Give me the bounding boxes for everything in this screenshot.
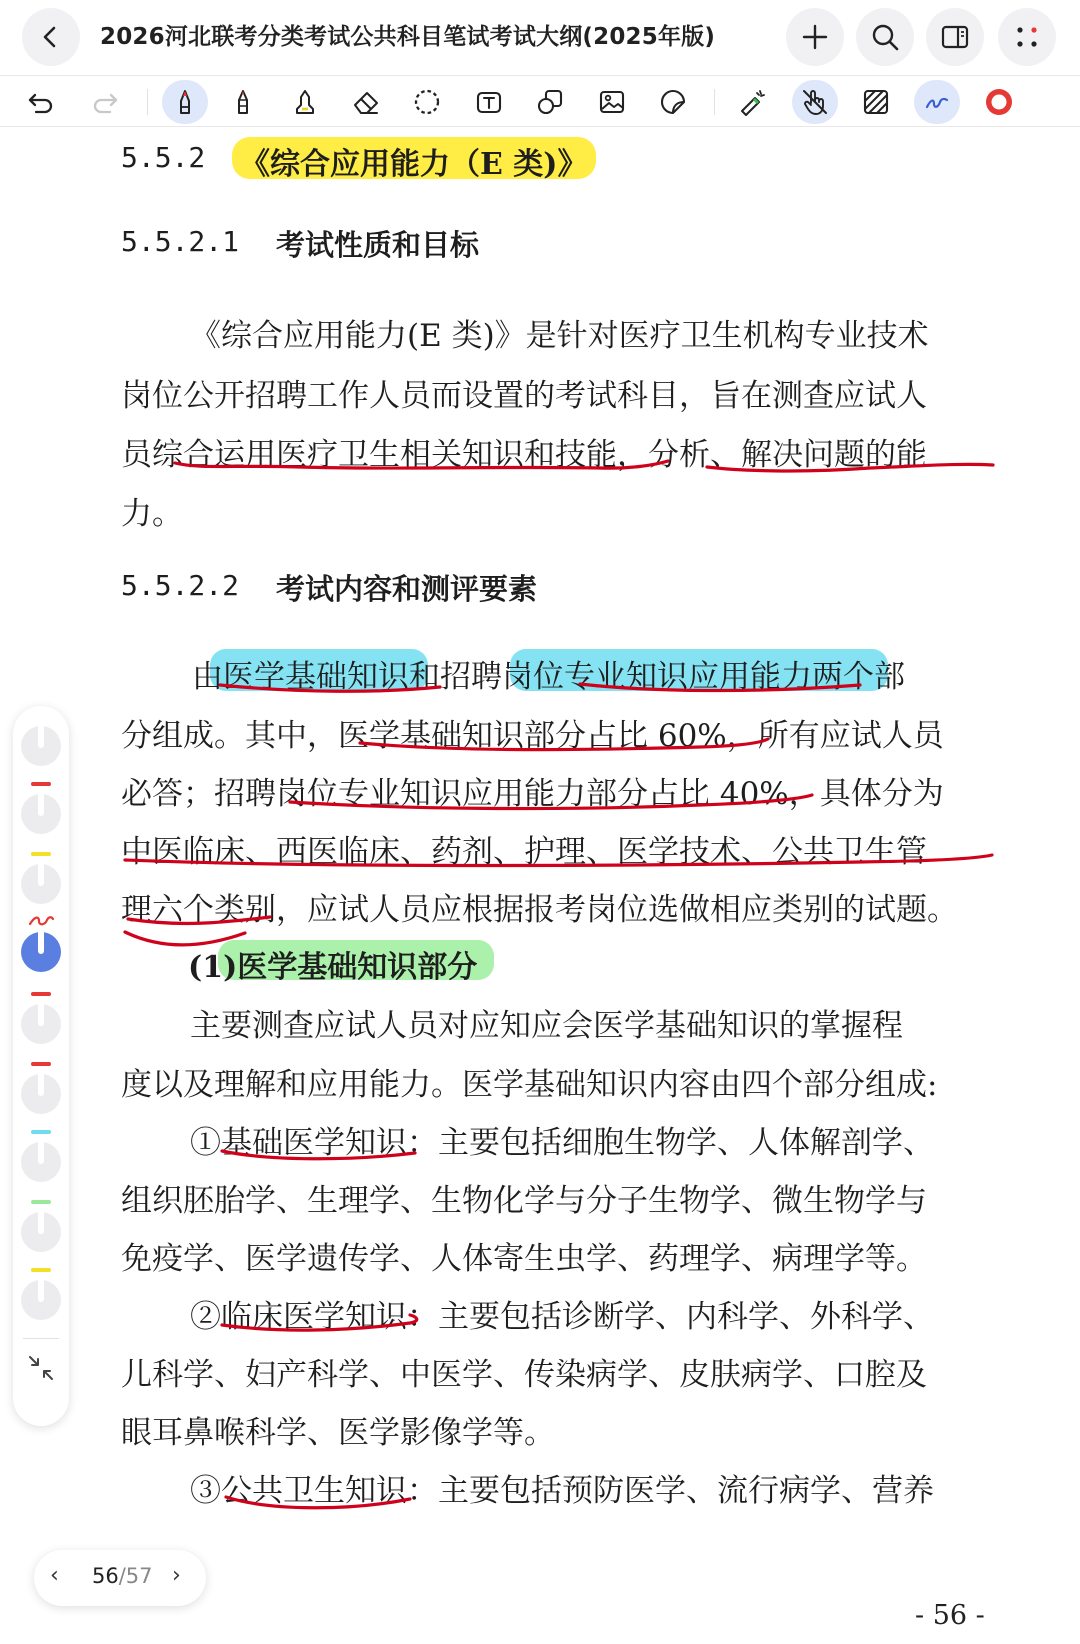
paragraph-line: 员综合运用医疗卫生相关知识和技能，分析、解决问题的能: [121, 437, 927, 473]
pencil-tool[interactable]: [220, 80, 266, 124]
paragraph-line: 必答；招聘岗位专业知识应用能力部分占比 40%，具体分为: [121, 776, 944, 812]
section-title: 《综合应用能力（E 类)》: [240, 147, 588, 182]
redo-icon: [90, 87, 120, 117]
paragraph-line: 岗位公开招聘工作人员而设置的考试科目，旨在测查应试人: [121, 378, 927, 414]
document-page: [0, 127, 1080, 1644]
search-icon: [870, 22, 900, 52]
paragraph-line: 分组成。其中，医学基础知识部分占比 60%，所有应试人员: [121, 718, 944, 754]
plus-icon: [800, 22, 830, 52]
paragraph-line: 免疫学、医学遗传学、人体寄生虫学、药理学、病理学等。: [121, 1241, 927, 1277]
texture-tool[interactable]: [853, 80, 899, 124]
laser-pointer-tool[interactable]: [730, 80, 776, 124]
hand-touch-icon: [800, 87, 830, 117]
palette-divider: [23, 1338, 59, 1339]
pen-preset-red[interactable]: [21, 782, 61, 838]
subheading: (1)医学基础知识部分: [188, 950, 478, 985]
pen-preset-red-active[interactable]: [21, 920, 61, 976]
pen-preset-white[interactable]: [21, 714, 61, 770]
lasso-tool[interactable]: [404, 80, 450, 124]
paragraph-line: 中医临床、西医临床、药剂、护理、医学技术、公共卫生管: [121, 834, 927, 870]
paragraph-line: ①基础医学知识：主要包括细胞生物学、人体解剖学、: [190, 1125, 934, 1161]
more-dots-icon: [1012, 22, 1042, 52]
split-view-icon: [940, 22, 970, 52]
page-footer-number: - 56 -: [915, 1600, 985, 1631]
highlighter-tool[interactable]: [282, 80, 328, 124]
eraser-tool[interactable]: [343, 80, 389, 124]
pen-preset-green[interactable]: [21, 1200, 61, 1256]
paragraph-line: ③公共卫生知识：主要包括预防医学、流行病学、营养: [190, 1473, 934, 1509]
pencil-icon: [228, 87, 258, 117]
image-icon: [597, 87, 627, 117]
section-number: 5.5.2: [121, 141, 206, 174]
pen-preset-yellow[interactable]: [21, 1268, 61, 1324]
paragraph-line: 眼耳鼻喉科学、医学影像学等。: [121, 1415, 555, 1451]
stroke-style-tool[interactable]: [914, 80, 960, 124]
paragraph-line: 度以及理解和应用能力。医学基础知识内容由四个部分组成:: [121, 1067, 938, 1103]
paragraph-line: 儿科学、妇产科学、中医学、传染病学、皮肤病学、口腔及: [121, 1357, 927, 1393]
page-navigator: [34, 1550, 206, 1606]
heading-title: 考试内容和测评要素: [276, 572, 538, 606]
paragraph-line: 组织胚胎学、生理学、生物化学与分子生物学、微生物学与: [121, 1183, 927, 1219]
text-box-icon: [474, 87, 504, 117]
image-tool[interactable]: [589, 80, 635, 124]
heading-number: 5.5.2.1: [121, 225, 240, 258]
collapse-arrows-icon: [25, 1352, 57, 1384]
pen-palette: [13, 706, 69, 1426]
eraser-icon: [351, 87, 381, 117]
pen-preset-yellow[interactable]: [21, 852, 61, 908]
next-page-button[interactable]: ›: [172, 1563, 181, 1588]
toolbar-divider: [147, 89, 148, 115]
current-page: 56: [92, 1564, 119, 1588]
paragraph-line: 主要测查应试人员对应知应会医学基础知识的掌握程: [190, 1008, 903, 1044]
top-bar: [0, 0, 1080, 75]
undo-icon: [26, 87, 56, 117]
record-icon: [984, 87, 1014, 117]
sticker-tool[interactable]: [650, 80, 696, 124]
previous-page-button[interactable]: ‹: [50, 1563, 59, 1588]
paragraph-line: 《综合应用能力(E 类)》是针对医疗卫生机构专业技术: [190, 318, 929, 354]
paragraph-line: 理六个类别，应试人员应根据报考岗位选做相应类别的试题。: [121, 892, 958, 928]
highlighter-icon: [290, 87, 320, 117]
search-button[interactable]: [856, 8, 914, 66]
pen-preset-cyan[interactable]: [21, 1130, 61, 1186]
paragraph-line: ②临床医学知识：主要包括诊断学、内科学、外科学、: [190, 1299, 934, 1335]
stroke-icon: [922, 87, 952, 117]
redo-button[interactable]: [82, 80, 128, 124]
back-button[interactable]: [22, 8, 80, 66]
add-button[interactable]: [786, 8, 844, 66]
sidebar-toggle-button[interactable]: [926, 8, 984, 66]
pen-preset-red[interactable]: [21, 1062, 61, 1118]
shapes-tool[interactable]: [527, 80, 573, 124]
heading-title: 考试性质和目标: [276, 228, 480, 262]
laser-pointer-icon: [738, 87, 768, 117]
lasso-icon: [412, 87, 442, 117]
shapes-icon: [535, 87, 565, 117]
sticker-icon: [658, 87, 688, 117]
document-title: 2026河北联考分类考试公共科目笔试考试大纲(2025年版): [100, 24, 716, 50]
page-indicator: [92, 1564, 153, 1588]
total-pages: /57: [118, 1564, 153, 1588]
pen-tool[interactable]: [162, 80, 208, 124]
collapse-palette-button[interactable]: [25, 1352, 57, 1384]
touch-draw-toggle[interactable]: [792, 80, 838, 124]
color-picker-button[interactable]: [976, 80, 1022, 124]
chevron-left-icon: [36, 22, 66, 52]
heading-number: 5.5.2.2: [121, 569, 240, 602]
pen-preset-red[interactable]: [21, 992, 61, 1048]
toolbar-divider: [714, 89, 715, 115]
more-options-button[interactable]: [998, 8, 1056, 66]
paragraph-line: 由医学基础知识和招聘岗位专业知识应用能力两个部: [192, 659, 905, 695]
undo-button[interactable]: [18, 80, 64, 124]
annotation-toolbar: [0, 75, 1080, 127]
texture-icon: [861, 87, 891, 117]
text-box-tool[interactable]: [466, 80, 512, 124]
paragraph-line: 力。: [121, 496, 183, 532]
pen-icon: [170, 87, 200, 117]
